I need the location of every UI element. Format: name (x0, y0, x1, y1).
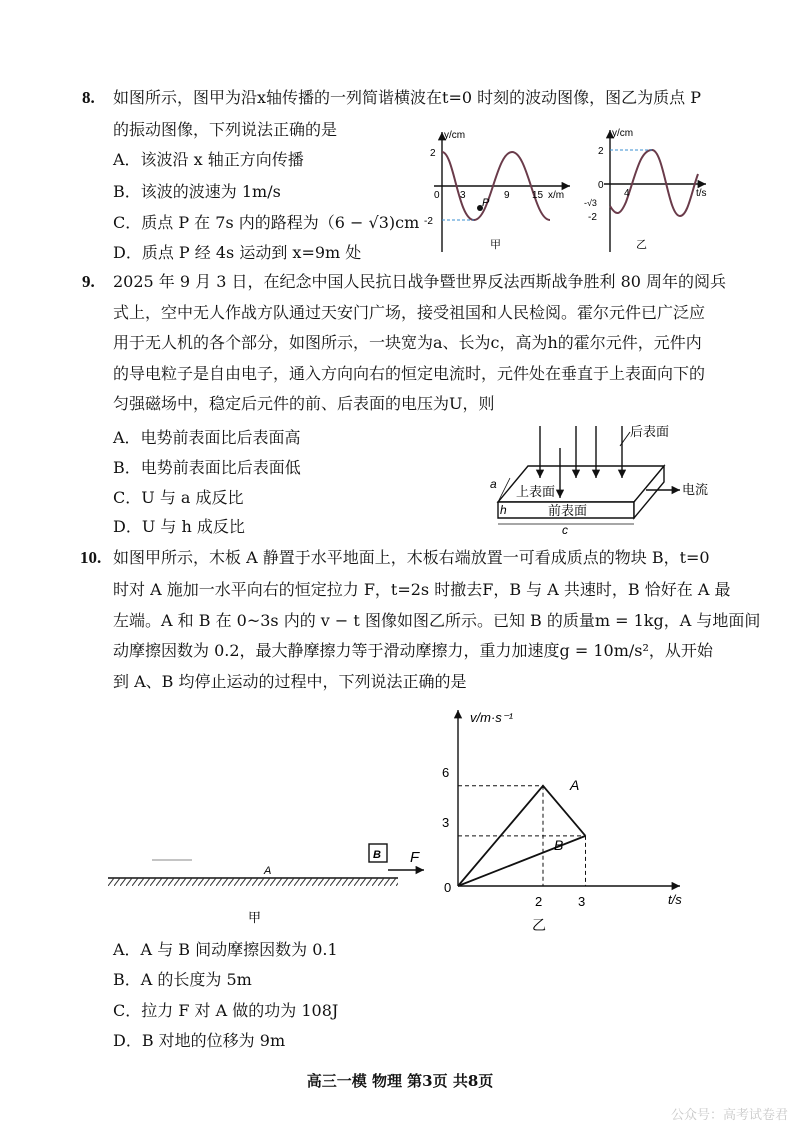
q10-stem-line1: 如图甲所示，木板 A 静置于水平地面上，木板右端放置一可看成质点的物块 B，t=0 (113, 548, 710, 567)
q9-label-a: a (490, 477, 497, 491)
q10-vt-label-b: B (554, 837, 564, 853)
q10-stem-line2: 时对 A 施加一水平向右的恒定拉力 F，t=2s 时撤去F，B 与 A 共速时，B 恰好在 A 最 (113, 580, 731, 599)
q10-label-block-b: B (373, 849, 381, 861)
q10-option-b: B．A 的长度为 5m (113, 970, 252, 989)
q8-wave-tick-y-neg2: -2 (424, 216, 433, 227)
q9-label-current: 电流 (682, 482, 709, 497)
q9-stem-line2: 式上，空中无人作战方队通过天安门广场，接受祖国和人民检阅。霍尔元件已广泛应 (113, 303, 706, 322)
q9-label-h: h (500, 503, 507, 517)
q9-option-c: C．U 与 a 成反比 (113, 488, 244, 507)
q10-ground-hatch (108, 878, 398, 886)
q8-vib-curve (610, 150, 698, 216)
q9-label-c: c (562, 523, 568, 537)
q8-stem-line1: 如图所示，图甲为沿x轴传播的一列简谐横波在t=0 时刻的波动图像，图乙为质点 P (113, 88, 701, 107)
watermark: 公众号：高考试卷君 (670, 1108, 788, 1123)
q9-option-d: D．U 与 h 成反比 (113, 517, 245, 536)
q10-label-force: F (410, 849, 420, 866)
q8-wave-tick-y-2: 2 (430, 148, 436, 159)
q10-stem-line4: 动摩擦因数为 0.2，最大静摩擦力等于滑动摩擦力，重力加速度g = 10m/s²，从开始 (113, 641, 713, 660)
q9-stem-line3: 用于无人机的各个部分，如图所示，一块宽为a、长为c，高为h的霍尔元件，元件内 (113, 333, 702, 352)
q9-stem-line4: 的导电粒子是自由电子，通入方向向右的恒定电流时，元件处在垂直于上表面向下的 (113, 364, 706, 383)
q9-label-top: 上表面 (516, 484, 556, 499)
q8-option-d: D．质点 P 经 4s 运动到 x=9m 处 (113, 243, 362, 262)
q9-number: 9. (82, 272, 95, 291)
page-footer: 高三一模 物理 第3页 共8页 (306, 1072, 494, 1090)
q8-wave-tick-x-15: 15 (532, 190, 544, 201)
q8-vib-caption: 乙 (636, 239, 647, 251)
q8-wave-ylabel: y/cm (444, 130, 466, 141)
q10-vt-tick-y-3: 3 (442, 815, 450, 830)
q8-number: 8. (82, 88, 95, 107)
q10-board-figure (108, 830, 428, 940)
q10-option-a: A．A 与 B 间动摩擦因数为 0.1 (113, 940, 338, 959)
q9-stem-line1: 2025 年 9 月 3 日，在纪念中国人民抗日战争暨世界反法西斯战争胜利 80 周年的阅兵 (113, 272, 727, 291)
q10-option-c: C．拉力 F 对 A 做的功为 108J (113, 1001, 339, 1020)
q8-wave-tick-x-3: 3 (460, 190, 466, 201)
q10-number: 10. (80, 548, 102, 567)
q8-wave-xlabel: x/m (548, 190, 565, 201)
q8-vib-tick-y-2: 2 (598, 146, 604, 157)
q8-wave-tick-x-9: 9 (504, 190, 510, 201)
q8-vib-tick-y-neg2: -2 (588, 212, 597, 223)
q8-vib-tick-x-4: 4 (624, 188, 630, 199)
q9-hall-element-figure (470, 422, 720, 542)
q9-label-front: 前表面 (548, 503, 588, 518)
q8-option-a: A．该波沿 x 轴正方向传播 (113, 150, 304, 169)
q10-vt-tick-x-3: 3 (578, 894, 586, 909)
q10-vt-label-a: A (570, 777, 580, 793)
q10-vt-origin: 0 (444, 880, 452, 895)
q8-option-b: B．该波的波速为 1m/s (113, 182, 281, 201)
q8-vib-tick-y-neg-sqrt3: -√3 (584, 198, 597, 208)
q9-label-back: 后表面 (630, 424, 670, 439)
q8-wave-caption: 甲 (490, 239, 501, 251)
q10-option-d: D．B 对地的位移为 9m (113, 1031, 286, 1050)
q10-label-board-a: A (264, 865, 272, 877)
q10-vt-tick-x-2: 2 (535, 894, 543, 909)
q8-vib-xlabel: t/s (696, 188, 707, 199)
q10-vt-chart (420, 700, 700, 940)
q8-stem-line2: 的振动图像，下列说法正确的是 (113, 120, 338, 139)
q10-vt-series-b-line (458, 836, 586, 886)
q10-vt-tick-y-6: 6 (442, 765, 450, 780)
q10-vt-caption: 乙 (532, 917, 546, 933)
q8-vibration-figure (584, 124, 714, 264)
q8-wave-origin: 0 (434, 190, 440, 201)
q10-vt-xlabel: t/s (668, 892, 682, 907)
q8-point-p-label: P (482, 197, 490, 209)
q8-vib-ylabel: y/cm (612, 128, 634, 139)
q9-stem-line5: 匀强磁场中，稳定后元件的前、后表面的电压为U，则 (113, 394, 495, 413)
q10-stem-line3: 左端。A 和 B 在 0~3s 内的 v − t 图像如图乙所示。已知 B 的质量m = 1kg，A 与地面间 (113, 611, 761, 630)
q8-wave-figure (420, 124, 580, 264)
q10-vt-ylabel: v/m·s⁻¹ (470, 710, 513, 725)
q9-option-a: A．电势前表面比后表面高 (113, 428, 301, 447)
q10-board-caption: 甲 (248, 910, 262, 925)
q8-option-c: C．质点 P 在 7s 内的路程为（6 − √3)cm (113, 213, 420, 232)
q9-option-b: B．电势前表面比后表面低 (113, 458, 301, 477)
q10-stem-line5: 到 A、B 均停止运动的过程中，下列说法正确的是 (113, 672, 467, 691)
q8-vib-tick-y-0: 0 (598, 180, 604, 191)
